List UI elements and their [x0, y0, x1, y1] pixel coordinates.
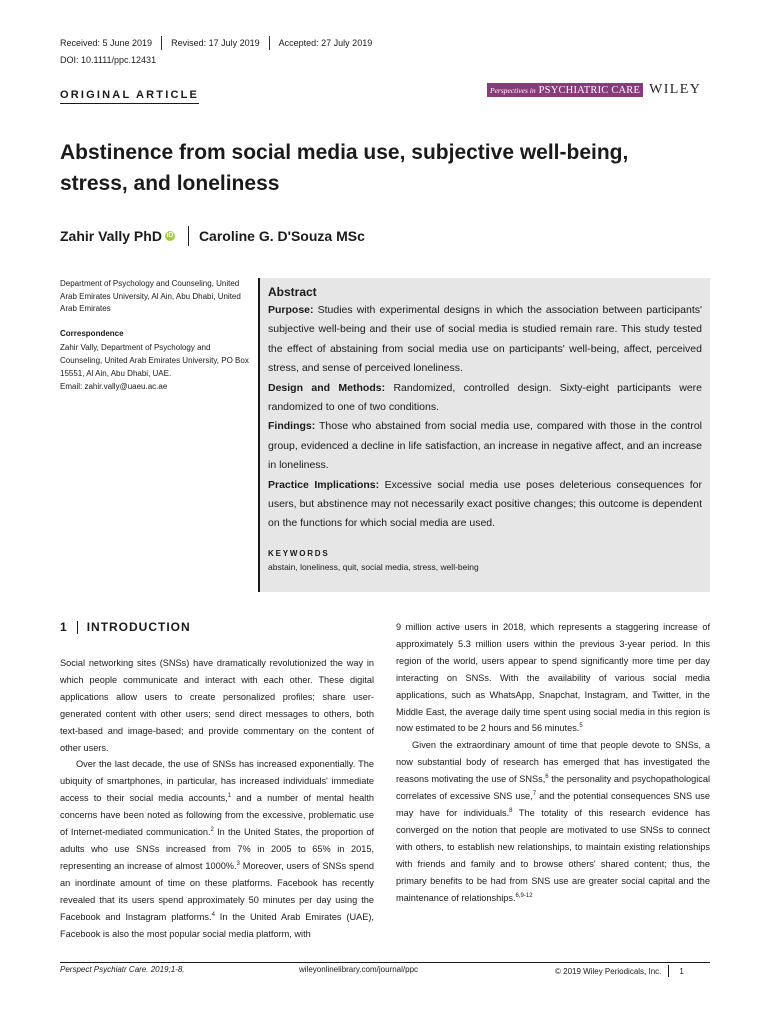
journal-badge [487, 83, 643, 97]
divider [668, 965, 669, 977]
journal-prefix: Perspectives in [490, 85, 536, 95]
abstract-purpose [268, 301, 702, 379]
revised-date: Revised: 17 July 2019 [171, 38, 260, 48]
section-number: 1 [60, 620, 68, 634]
correspondence-address: Zahir Vally, Department of Psychology and Counseling, United Arab Emirates University, PO Box 15551, Al Ain, Abu Dhabi, UAE. [60, 343, 249, 378]
abstract-heading: Abstract [268, 285, 317, 299]
orcid-icon[interactable]: iD [166, 232, 174, 239]
footer-rule [60, 962, 710, 963]
correspondence [60, 341, 250, 393]
design-label: Design and Methods: [268, 381, 386, 394]
keywords: abstain, loneliness, quit, social media, stress, well-being [268, 561, 479, 572]
citation-ref[interactable]: 6 [545, 774, 549, 781]
article-type: ORIGINAL ARTICLE [60, 89, 199, 104]
publisher-logo: WILEY [649, 82, 702, 97]
footer-copyright [555, 965, 684, 977]
purpose-label: Purpose: [268, 304, 314, 316]
citation-ref[interactable]: 5 [579, 723, 583, 730]
section-title: INTRODUCTION [86, 620, 191, 634]
received-date: Received: 5 June 2019 [60, 38, 153, 48]
divider [269, 36, 270, 50]
citation-ref[interactable]: 8 [509, 807, 513, 814]
affiliation: Department of Psychology and Counseling, United Arab Emirates University, Al Ain, Abu Dhabi, United Arab Emirates [60, 279, 241, 313]
paragraph: Over the last decade, the use of SNSs has increased exponentially. The ubiquity of smartphones, in particular, has increased individuals' immediate access to their social media accounts,$^1$ and a number of mental health concerns have been noted as following from the excessive, problematic use of Internet-mediated communication.$^2$ In the United States, the proportion of adults who use SNSs increased from 7% in 2005 to 65% in 2015, representing an increase of almost 1000%.$^3$ Moreover, users of SNSs spend an inordinate amount of time on these platforms. Facebook has recently revealed that its users spend approximately 50 minutes per day using the Facebook and Instagram platforms.$^4$ In the United Arab Emirates (UAE), Facebook is also the most popular social media platform, with [60, 759, 374, 939]
keywords-title: KEYWORDS [268, 548, 330, 558]
paragraph: Social networking sites (SNSs) have dramatically revolutionized the way in which people communicate and interact with each other. These digital applications allow users to create personalized profiles; share user-generated content with other users; send direct messages to others, both text-based and image-based; and provide commentary on the content of other users. [60, 658, 374, 753]
divider [188, 226, 189, 246]
abstract-findings [268, 417, 702, 475]
correspondence-email[interactable]: Email: zahir.vally@uaeu.ac.ae [60, 382, 168, 391]
findings-label: Findings: [268, 420, 316, 433]
purpose-text: Studies with experimental designs in which the association between participants' subjective well-being and their use of social media is studied remain rare. This study tested the effect of abstaining from social media use on participants' well-being, affect, perceived stress, and sense of perceived loneliness. [268, 304, 702, 375]
citation-ref[interactable]: 7 [532, 791, 537, 797]
practice-label: Practice Implications: [268, 478, 380, 491]
abstract-practice [268, 476, 702, 534]
citation-ref[interactable]: 1 [227, 793, 232, 800]
design-text: Randomized, controlled design. Sixty-eight participants were randomized to one of two conditions. [268, 381, 703, 414]
findings-text: Those who abstained from social media use, compared with those in the control group, evidenced a decline in life satisfaction, an increase in negative affect, and an increase in loneliness. [268, 420, 702, 472]
divider [77, 621, 78, 634]
body-column-left [60, 655, 374, 942]
accepted-date: Accepted: 27 July 2019 [278, 38, 373, 48]
citation-ref[interactable]: 2 [210, 827, 214, 833]
divider [161, 36, 162, 50]
body-column-right [396, 619, 710, 906]
journal-name: PSYCHIATRIC CARE [538, 84, 641, 96]
footer-citation: Perspect Psychiatr Care. 2019;1-8. [60, 965, 185, 974]
author-list [60, 226, 365, 246]
author-1[interactable]: Zahir Vally PhD [60, 228, 162, 244]
abstract-box [258, 278, 710, 592]
correspondence-title: Correspondence [60, 329, 124, 338]
copyright: © 2019 Wiley Periodicals, Inc. [555, 966, 662, 976]
journal-logo [487, 82, 701, 98]
author-2[interactable]: Caroline G. D'Souza MSc [198, 228, 365, 244]
footer-url[interactable]: wileyonlinelibrary.com/journal/ppc [299, 965, 419, 974]
abstract-design [268, 379, 702, 418]
article-dates [60, 36, 372, 50]
practice-text: Excessive social media use poses deleterious consequences for users, but abstinence may not necessarily exact positive changes; this outcome is dependent on the functions for which social media are used. [268, 478, 702, 530]
article-title: Abstinence from social media use, subjective well-being, stress, and loneliness [60, 141, 629, 195]
section-heading [60, 620, 191, 634]
paragraph: Given the extraordinary amount of time that people devote to SNSs, a now substantial body of research has emerged that has investigated the reasons motivating the use of SNSs,$^6$ the personality and psychopathological correlates of excessive SNS use,$^7$ and the potential consequences SNS use may have for individuals.$^8$ The totality of this research evidence has converged on the notion that people are motivated to use SNSs to connect with others, to establish new relationships, to maintain existing relationships with friends and family and to browse others' shared content; thus, the primary benefits to be had from SNS use are greater social capital and the maintenance of relationships.$^{6,9-12}$ [396, 740, 710, 903]
citation-ref[interactable]: 3 [236, 860, 240, 867]
page-number: 1 [679, 966, 684, 976]
paragraph: 9 million active users in 2018, which represents a staggering increase of approximately 5.3 million users within the previous 3-year period. In this region of the world, users appear to spend significantly more time per day interacting on SNSs. With the availability of various social media applications, such as WhatsApp, Snapchat, Instagram, and Twitter, in the Middle East, the average daily time spent using social media in this region is now estimated to be 2 hours and 56 minutes.$^5$ [396, 622, 710, 734]
citation-ref[interactable]: 4 [211, 911, 215, 918]
citation-ref[interactable]: 6,9-12 [515, 892, 533, 899]
doi: DOI: 10.1111/ppc.12431 [60, 55, 157, 65]
